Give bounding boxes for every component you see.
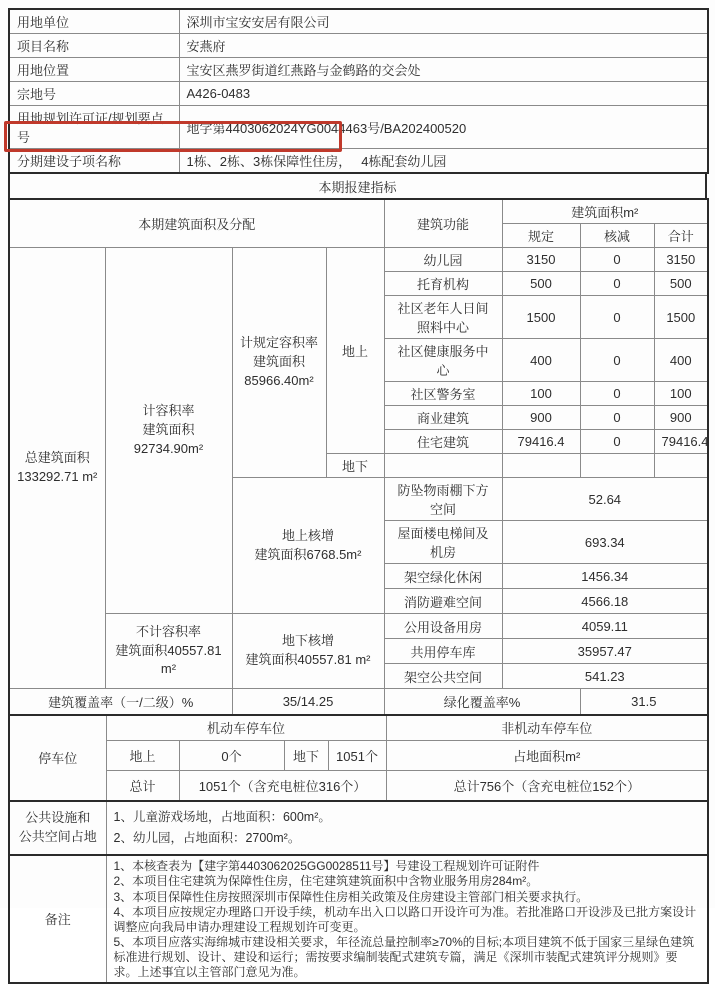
value-total: 3150 bbox=[654, 248, 708, 272]
public-facilities-table bbox=[8, 800, 709, 856]
nonmotor-parking-header: 非机动车停车位 bbox=[386, 715, 708, 741]
bonus-name: 消防避难空间 bbox=[384, 589, 502, 614]
table-row bbox=[9, 248, 708, 272]
function-name: 托育机构 bbox=[384, 272, 502, 296]
value-specified: 500 bbox=[502, 272, 580, 296]
facilities-section-label bbox=[9, 801, 106, 855]
field-value-location: 宝安区燕罗街道红燕路与金鹤路的交会处 bbox=[179, 58, 708, 82]
motor-below-label: 地下 bbox=[284, 741, 328, 771]
function-name: 社区警务室 bbox=[384, 382, 502, 406]
far-counted-value: 建筑面积92734.90m² bbox=[113, 421, 225, 459]
section-title: 本期报建指标 bbox=[9, 173, 706, 199]
value-deduction: 0 bbox=[580, 339, 654, 382]
function-name: 商业建筑 bbox=[384, 406, 502, 430]
regulated-far-sublabel: 建筑面积 bbox=[240, 353, 319, 372]
function-header: 建筑功能 bbox=[384, 199, 502, 248]
empty-cell bbox=[384, 454, 502, 478]
building-coverage-label: 建筑覆盖率（一/二级）% bbox=[9, 689, 232, 715]
value-deduction: 0 bbox=[580, 272, 654, 296]
remarks-content bbox=[106, 855, 708, 984]
value-total: 1500 bbox=[654, 296, 708, 339]
regulated-far-cell bbox=[232, 248, 326, 478]
regulated-far-value: 85966.40m² bbox=[240, 372, 319, 391]
motor-above-label: 地上 bbox=[106, 741, 179, 771]
section-title-table bbox=[8, 172, 707, 200]
field-value-phase-subitems bbox=[179, 149, 708, 174]
field-value-project-name: 安燕府 bbox=[179, 34, 708, 58]
empty-cell bbox=[580, 454, 654, 478]
col-header-specified: 规定 bbox=[502, 224, 580, 248]
table-row bbox=[9, 34, 708, 58]
value-specified: 100 bbox=[502, 382, 580, 406]
bonus-value: 4059.11 bbox=[502, 614, 708, 639]
table-row bbox=[9, 614, 708, 639]
field-label-land-user: 用地单位 bbox=[9, 9, 179, 34]
empty-cell bbox=[654, 454, 708, 478]
remarks-table bbox=[8, 854, 709, 984]
nonmotor-total-value: 总计756个（含充电桩位152个） bbox=[386, 771, 708, 801]
facilities-item: 1、儿童游戏场地，占地面积：600m²。 bbox=[114, 807, 701, 828]
value-total: 400 bbox=[654, 339, 708, 382]
below-bonus-value: 建筑面积40557.81 m² bbox=[240, 651, 377, 670]
bonus-value: 1456.34 bbox=[502, 564, 708, 589]
motor-above-value: 0个 bbox=[179, 741, 284, 771]
table-header-row bbox=[9, 199, 708, 224]
bonus-value: 35957.47 bbox=[502, 639, 708, 664]
empty-cell bbox=[502, 454, 580, 478]
value-specified: 900 bbox=[502, 406, 580, 430]
field-label-permit-no: 用地规划许可证/规划要点号 bbox=[9, 106, 179, 149]
bonus-name: 屋面楼电梯间及机房 bbox=[384, 521, 502, 564]
total-floor-area-value: 133292.71 m² bbox=[17, 468, 98, 487]
table-row bbox=[9, 58, 708, 82]
value-specified: 79416.4 bbox=[502, 430, 580, 454]
table-row bbox=[9, 9, 708, 34]
parking-table bbox=[8, 714, 709, 802]
value-specified: 3150 bbox=[502, 248, 580, 272]
far-counted-label: 计容积率 bbox=[113, 402, 225, 421]
bonus-name: 架空绿化休闲 bbox=[384, 564, 502, 589]
value-deduction: 0 bbox=[580, 296, 654, 339]
table-row bbox=[9, 149, 708, 174]
value-deduction: 0 bbox=[580, 248, 654, 272]
far-not-counted-cell bbox=[105, 614, 232, 689]
project-info-table bbox=[8, 8, 709, 174]
value-deduction: 0 bbox=[580, 406, 654, 430]
table-row bbox=[9, 855, 708, 984]
value-total: 100 bbox=[654, 382, 708, 406]
col-header-deduction: 核减 bbox=[580, 224, 654, 248]
table-row bbox=[9, 715, 708, 741]
bonus-value: 4566.18 bbox=[502, 589, 708, 614]
bonus-name: 共用停车库 bbox=[384, 639, 502, 664]
bonus-value: 541.23 bbox=[502, 664, 708, 689]
far-not-counted-label: 不计容积率 bbox=[113, 623, 225, 642]
remarks-section-label: 备注 bbox=[9, 855, 106, 984]
field-label-location: 用地位置 bbox=[9, 58, 179, 82]
total-floor-area-label: 总建筑面积 bbox=[17, 449, 98, 468]
motor-parking-header: 机动车停车位 bbox=[106, 715, 386, 741]
area-unit-header: 建筑面积m² bbox=[502, 199, 708, 224]
below-ground-bonus-cell bbox=[232, 614, 384, 689]
function-name: 住宅建筑 bbox=[384, 430, 502, 454]
above-bonus-value: 建筑面积6768.5m² bbox=[240, 546, 377, 565]
total-floor-area-cell bbox=[9, 248, 105, 689]
nonmotor-area-label: 占地面积m² bbox=[386, 741, 708, 771]
green-coverage-label: 绿化覆盖率% bbox=[384, 689, 580, 715]
table-row bbox=[9, 106, 708, 149]
table-row bbox=[9, 771, 708, 801]
motor-total-value: 1051个（含充电桩位316个） bbox=[179, 771, 386, 801]
table-row bbox=[9, 82, 708, 106]
coverage-row bbox=[9, 689, 708, 715]
facilities-content bbox=[106, 801, 708, 855]
indicators-table bbox=[8, 198, 709, 716]
remark-item: 3、本项目保障性住房按照深圳市保障性住房相关政策及住房建设主管部门相关要求执行。 bbox=[114, 890, 701, 905]
value-total: 79416.4 bbox=[654, 430, 708, 454]
bonus-name: 架空公共空间 bbox=[384, 664, 502, 689]
far-counted-cell bbox=[105, 248, 232, 614]
green-coverage-value: 31.5 bbox=[580, 689, 708, 715]
motor-total-label: 总计 bbox=[106, 771, 179, 801]
function-name: 社区老年人日间照料中心 bbox=[384, 296, 502, 339]
remark-item: 2、本项目住宅建筑为保障性住房，住宅建筑建筑面积中含物业服务用房284m²。 bbox=[114, 874, 701, 889]
building-coverage-value: 35/14.25 bbox=[232, 689, 384, 715]
remark-item: 4、本项目应按规定办理路口开设手续，机动车出入口以路口开设许可为准。若批准路口开设涉及已批方案设计调整应向我局申请办理建设工程规划许可变更。 bbox=[114, 905, 701, 934]
above-ground-label-cell: 地上 bbox=[326, 248, 384, 454]
value-deduction: 0 bbox=[580, 382, 654, 406]
regulated-far-label: 计规定容积率 bbox=[240, 334, 319, 353]
bonus-name: 公用设备用房 bbox=[384, 614, 502, 639]
field-value-parcel-no: A426-0483 bbox=[179, 82, 708, 106]
below-ground-label-cell: 地下 bbox=[326, 454, 384, 478]
value-specified: 1500 bbox=[502, 296, 580, 339]
value-total: 500 bbox=[654, 272, 708, 296]
field-label-parcel-no: 宗地号 bbox=[9, 82, 179, 106]
bonus-name: 防坠物雨棚下方空间 bbox=[384, 478, 502, 521]
phase-subitems-normal-text: 4栋配套幼儿园 bbox=[361, 154, 446, 169]
table-row bbox=[9, 801, 708, 855]
field-label-project-name: 项目名称 bbox=[9, 34, 179, 58]
table-row bbox=[9, 741, 708, 771]
phase-subitems-highlighted-text: 1栋、2栋、3栋保障性住房， bbox=[187, 154, 352, 169]
function-name: 幼儿园 bbox=[384, 248, 502, 272]
above-ground-bonus-cell bbox=[232, 478, 384, 614]
far-not-counted-value: 建筑面积40557.81 m² bbox=[113, 642, 225, 680]
table-row bbox=[9, 173, 706, 199]
bonus-value: 693.34 bbox=[502, 521, 708, 564]
above-bonus-label: 地上核增 bbox=[240, 527, 377, 546]
alloc-header: 本期建筑面积及分配 bbox=[9, 199, 384, 248]
remark-item: 5、本项目应落实海绵城市建设相关要求，年径流总量控制率≥70%的目标;本项目建筑不低于国家三星绿色建筑标准进行规划、设计、建设和运行；需按要求编制装配式建筑专篇，满足《深圳市装配式建筑评分规则》要求。上述事宜以主管部门意见为准。 bbox=[114, 935, 701, 979]
value-deduction: 0 bbox=[580, 430, 654, 454]
facilities-label-line1: 公共设施和 bbox=[17, 809, 99, 828]
below-bonus-label: 地下核增 bbox=[240, 632, 377, 651]
function-name: 社区健康服务中心 bbox=[384, 339, 502, 382]
field-value-land-user: 深圳市宝安安居有限公司 bbox=[179, 9, 708, 34]
value-total: 900 bbox=[654, 406, 708, 430]
bonus-value: 52.64 bbox=[502, 478, 708, 521]
facilities-label-line2: 公共空间占地 bbox=[17, 828, 99, 847]
field-label-phase-subitems: 分期建设子项名称 bbox=[9, 149, 179, 174]
motor-below-value: 1051个 bbox=[328, 741, 386, 771]
parking-section-label: 停车位 bbox=[9, 715, 106, 801]
remark-item: 1、本核查表为【建字第4403062025GG0028511号】号建设工程规划许可证附件 bbox=[114, 859, 701, 874]
facilities-item: 2、幼儿园，占地面积：2700m²。 bbox=[114, 828, 701, 849]
col-header-total: 合计 bbox=[654, 224, 708, 248]
value-specified: 400 bbox=[502, 339, 580, 382]
field-value-permit-no: 地字第4403062024YG0044463号/BA202400520 bbox=[179, 106, 708, 149]
